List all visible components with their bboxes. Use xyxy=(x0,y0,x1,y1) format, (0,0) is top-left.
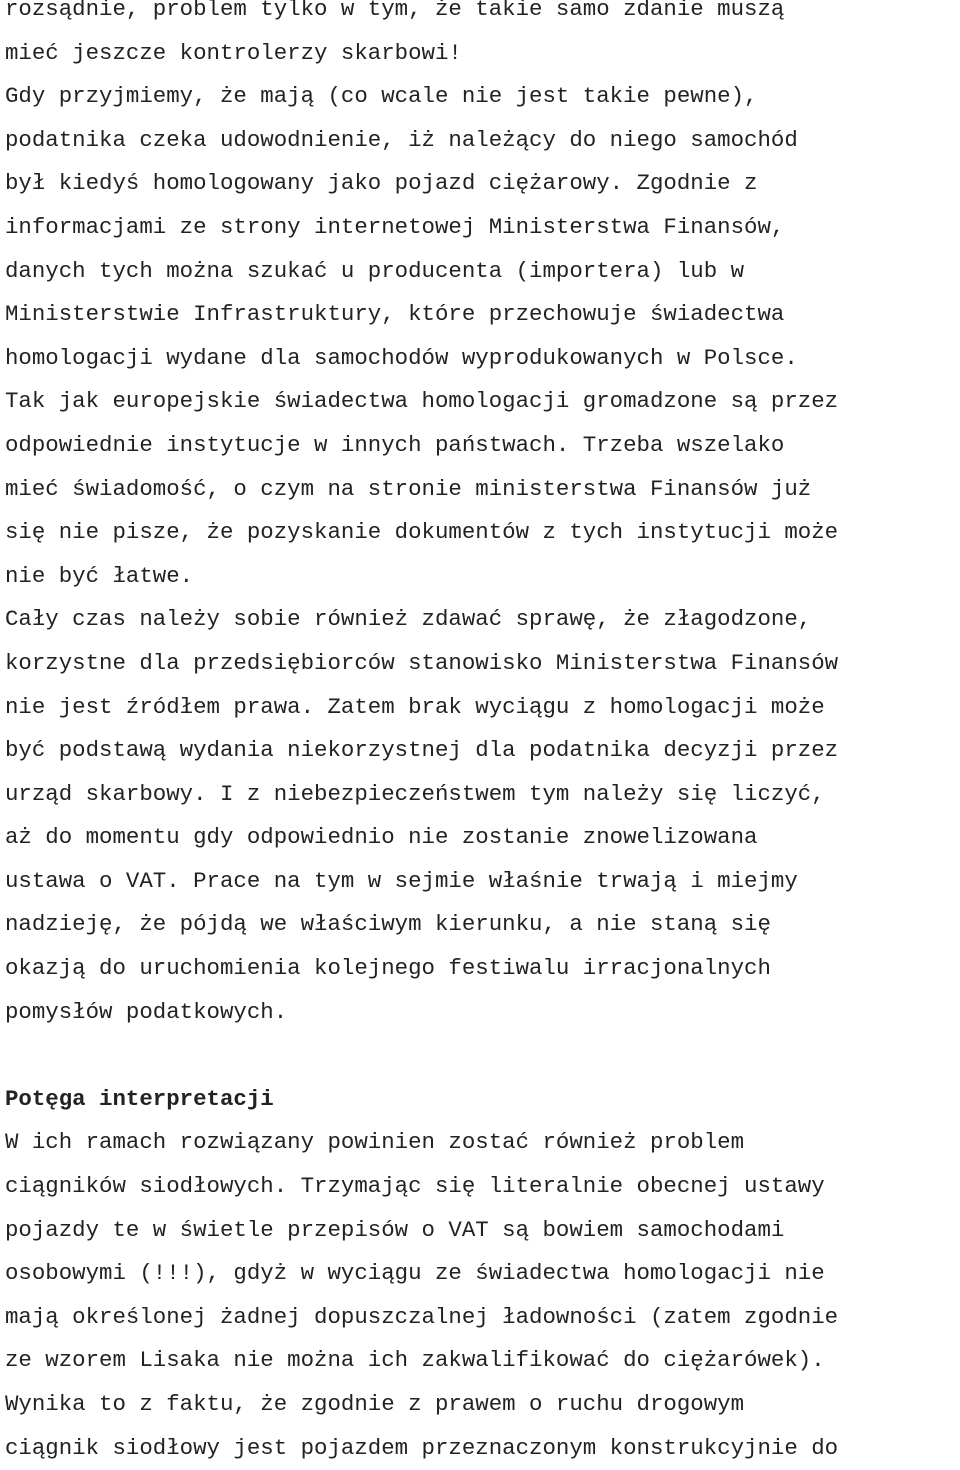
text-line: Ministerstwie Infrastruktury, które przechowuje świadectwa xyxy=(5,301,785,328)
text-line: rozsądnie, problem tylko w tym, że takie samo zdanie muszą xyxy=(5,0,785,22)
text-line: mieć jeszcze kontrolerzy skarbowi! xyxy=(5,39,462,66)
text-line: Cały czas należy sobie również zdawać sprawę, że złagodzone, xyxy=(5,606,812,633)
text-line: podatnika czeka udowodnienie, iż należący do niego samochód xyxy=(5,126,798,153)
paragraph-block-1 xyxy=(5,0,957,1034)
text-line: Wynika to z faktu, że zgodnie z prawem o ruchu drogowym xyxy=(5,1391,745,1417)
text-line: mają określonej żadnej dopuszczalnej ładowności (zatem zgodnie xyxy=(5,1303,839,1330)
section-heading: Potęga interpretacji xyxy=(5,1085,274,1112)
paragraph-gap xyxy=(5,1034,957,1078)
text-line: odpowiednie instytucje w innych państwach. Trzeba wszelako xyxy=(5,431,785,458)
text-line: nie jest źródłem prawa. Zatem brak wyciągu z homologacji może xyxy=(5,693,825,720)
text-line: Gdy przyjmiemy, że mają (co wcale nie jest takie pewne), xyxy=(5,83,758,110)
text-line: być podstawą wydania niekorzystnej dla podatnika decyzji przez xyxy=(5,737,839,764)
text-line: korzystne dla przedsiębiorców stanowisko Ministerstwa Finansów xyxy=(5,649,839,676)
text-line: ze wzorem Lisaka nie można ich zakwalifikować do ciężarówek). xyxy=(5,1347,825,1374)
text-line: Tak jak europejskie świadectwa homologacji gromadzone są przez xyxy=(5,388,839,415)
text-line: był kiedyś homologowany jako pojazd ciężarowy. Zgodnie z xyxy=(5,170,758,197)
text-line: aż do momentu gdy odpowiednio nie zostanie znowelizowana xyxy=(5,824,758,851)
text-line: ciągników siodłowych. Trzymając się literalnie obecnej ustawy xyxy=(5,1173,825,1200)
text-line: nie być łatwe. xyxy=(5,562,194,589)
text-line: się nie pisze, że pozyskanie dokumentów z tych instytucji może xyxy=(5,519,839,546)
text-line: ustawa o VAT. Prace na tym w sejmie właśnie trwają i miejmy xyxy=(5,867,798,894)
text-line: okazją do uruchomienia kolejnego festiwalu irracjonalnych xyxy=(5,955,771,982)
document-page xyxy=(5,0,957,1470)
text-line: nadzieję, że pójdą we właściwym kierunku, a nie staną się xyxy=(5,911,771,938)
text-line: informacjami ze strony internetowej Ministerstwa Finansów, xyxy=(5,213,785,240)
text-line: pojazdy te w świetle przepisów o VAT są bowiem samochodami xyxy=(5,1216,785,1243)
text-line: mieć świadomość, o czym na stronie ministerstwa Finansów już xyxy=(5,475,812,502)
text-line: homologacji wydane dla samochodów wyprodukowanych w Polsce. xyxy=(5,344,798,371)
text-line: urząd skarbowy. I z niebezpieczeństwem tym należy się liczyć, xyxy=(5,780,825,807)
text-line: osobowymi (!!!), gdyż w wyciągu ze świadectwa homologacji nie xyxy=(5,1260,825,1287)
text-line: danych tych można szukać u producenta (importera) lub w xyxy=(5,257,745,284)
text-line: ciągnik siodłowy jest pojazdem przeznaczonym konstrukcyjnie do xyxy=(5,1434,839,1461)
text-line: W ich ramach rozwiązany powinien zostać również problem xyxy=(5,1129,745,1156)
text-line: pomysłów podatkowych. xyxy=(5,998,288,1025)
paragraph-block-2 xyxy=(5,1121,957,1470)
